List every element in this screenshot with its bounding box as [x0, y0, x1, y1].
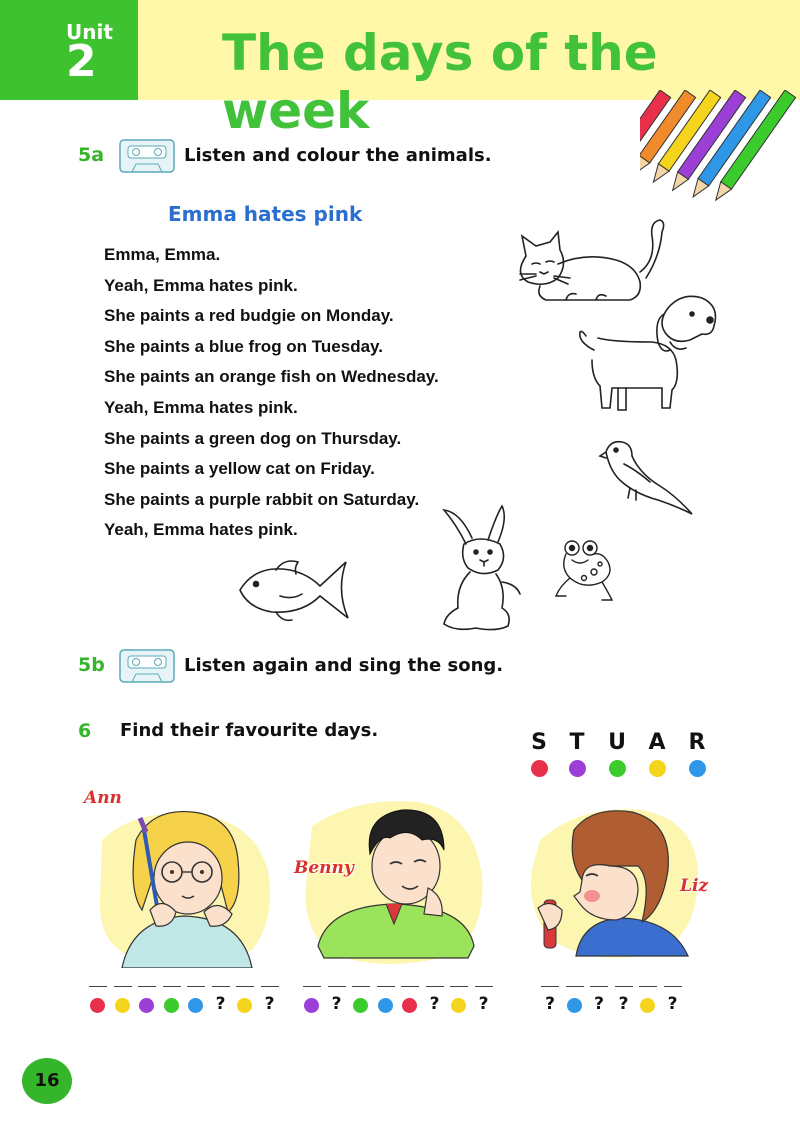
- song-line: Yeah, Emma hates pink.: [104, 275, 298, 295]
- exercise-6-instruction: Find their favourite days.: [120, 720, 379, 741]
- answer-blank-line: [377, 986, 395, 987]
- color-dot: [115, 998, 130, 1013]
- answer-slot: [209, 986, 233, 1020]
- answer-slot: [86, 986, 110, 1020]
- answer-blank-line: [475, 986, 493, 987]
- color-dot: [90, 998, 105, 1013]
- unit-badge: [0, 0, 138, 100]
- code-key-item: [562, 730, 592, 782]
- song-line: Yeah, Emma hates pink.: [104, 397, 298, 417]
- answer-slot: [636, 986, 660, 1020]
- answer-blank-line: [328, 986, 346, 987]
- answer-blank-line: [114, 986, 132, 987]
- answer-blank-line: [89, 986, 107, 987]
- unknown-letter-mark: ?: [215, 994, 226, 1014]
- unknown-letter-mark: ?: [667, 994, 678, 1014]
- answer-slot: [398, 986, 422, 1020]
- ann-illustration: [92, 800, 276, 968]
- answer-slot: [538, 986, 562, 1020]
- answer-slot: [258, 986, 282, 1020]
- song-line: She paints a blue frog on Tuesday.: [104, 336, 383, 356]
- answer-blank-line: [352, 986, 370, 987]
- page-header: [0, 0, 800, 140]
- unknown-letter-mark: ?: [264, 994, 275, 1014]
- answer-blank-line: [163, 986, 181, 987]
- answer-slot: [349, 986, 373, 1020]
- answer-slot: [184, 986, 208, 1020]
- code-key-item: [682, 730, 712, 782]
- song-line: She paints a purple rabbit on Saturday.: [104, 489, 420, 509]
- color-dot: [164, 998, 179, 1013]
- answer-slot: [160, 986, 184, 1020]
- answer-slot: [612, 986, 636, 1020]
- frog-drawing: [554, 538, 616, 606]
- rabbit-drawing: [436, 504, 528, 636]
- code-key-item: [524, 730, 554, 782]
- code-dot: [609, 760, 626, 777]
- exercise-5a-number: 5a: [78, 144, 105, 166]
- fish-drawing: [236, 556, 352, 626]
- color-dot: [378, 998, 393, 1013]
- answer-blank-line: [664, 986, 682, 987]
- color-dot: [139, 998, 154, 1013]
- code-dot: [569, 760, 586, 777]
- color-dot: [353, 998, 368, 1013]
- answer-blank-line: [566, 986, 584, 987]
- code-dot: [531, 760, 548, 777]
- unknown-letter-mark: ?: [545, 994, 555, 1014]
- song-line: Yeah, Emma hates pink.: [104, 520, 298, 540]
- code-dot: [649, 760, 666, 777]
- answer-blank-line: [187, 986, 205, 987]
- unknown-letter-mark: ?: [594, 994, 604, 1014]
- code-key-item: [602, 730, 632, 782]
- color-code-key: [524, 730, 714, 790]
- color-dot: [188, 998, 203, 1013]
- song-line: She paints an orange fish on Wednesday.: [104, 367, 439, 387]
- color-dot: [451, 998, 466, 1013]
- answer-slot: [300, 986, 324, 1020]
- exercise-5b-number: 5b: [78, 654, 105, 676]
- color-dot: [567, 998, 582, 1013]
- answer-blank-line: [615, 986, 633, 987]
- color-dot: [402, 998, 417, 1013]
- answer-slot: [587, 986, 611, 1020]
- code-letter: A: [648, 730, 666, 755]
- answer-slot: [423, 986, 447, 1020]
- dog-drawing: [580, 296, 716, 410]
- code-letter: R: [688, 730, 706, 755]
- kid-name-benny: Benny: [294, 858, 354, 878]
- unknown-letter-mark: ?: [618, 994, 629, 1014]
- answer-slot: [563, 986, 587, 1020]
- unit-number: 2: [66, 36, 97, 87]
- answer-blank-line: [450, 986, 468, 987]
- song-lyrics: [104, 240, 439, 546]
- exercise-6-number: 6: [78, 720, 92, 742]
- exercise-5b-instruction: Listen again and sing the song.: [184, 655, 504, 676]
- color-dot: [237, 998, 252, 1013]
- answer-slot: [135, 986, 159, 1020]
- answer-blank-line: [138, 986, 156, 987]
- answer-blank-line: [426, 986, 444, 987]
- answer-slot: [472, 986, 496, 1020]
- page-title: The days of the week: [222, 24, 658, 140]
- answer-blank-line: [590, 986, 608, 987]
- kid-name-ann: Ann: [84, 788, 122, 808]
- code-letter: S: [531, 730, 547, 755]
- color-dot: [640, 998, 655, 1013]
- cassette-icon: [118, 136, 176, 176]
- song-line: Emma, Emma.: [104, 245, 221, 264]
- exercise-5a-instruction: Listen and colour the animals.: [184, 145, 492, 166]
- benny-illustration: [298, 796, 492, 968]
- unit-label: Unit: [66, 20, 113, 44]
- answer-blank-line: [236, 986, 254, 987]
- song-title: Emma hates pink: [168, 202, 363, 226]
- answer-blank-line: [212, 986, 230, 987]
- answer-slot: [325, 986, 349, 1020]
- answer-blank-line: [401, 986, 419, 987]
- kid-name-liz: Liz: [680, 876, 709, 896]
- unknown-letter-mark: ?: [429, 994, 440, 1014]
- color-dot: [304, 998, 319, 1013]
- code-key-item: [642, 730, 672, 782]
- answer-blank-line: [541, 986, 559, 987]
- unknown-letter-mark: ?: [331, 994, 342, 1014]
- cassette-icon: [118, 646, 176, 686]
- unknown-letter-mark: ?: [478, 994, 489, 1014]
- page-number: 16: [22, 1058, 72, 1104]
- answer-blank-line: [303, 986, 321, 987]
- answer-blank-line: [639, 986, 657, 987]
- code-dot: [689, 760, 706, 777]
- answer-slot: [233, 986, 257, 1020]
- answer-blank-line: [261, 986, 279, 987]
- code-letter: T: [569, 730, 585, 755]
- answer-slot: [447, 986, 471, 1020]
- answer-slot: [374, 986, 398, 1020]
- song-line: She paints a red budgie on Monday.: [104, 306, 394, 326]
- answer-slot: [661, 986, 685, 1020]
- song-line: She paints a green dog on Thursday.: [104, 428, 402, 448]
- song-line: She paints a yellow cat on Friday.: [104, 459, 375, 479]
- answer-slot: [111, 986, 135, 1020]
- code-letter: U: [608, 730, 626, 755]
- budgie-drawing: [596, 434, 696, 520]
